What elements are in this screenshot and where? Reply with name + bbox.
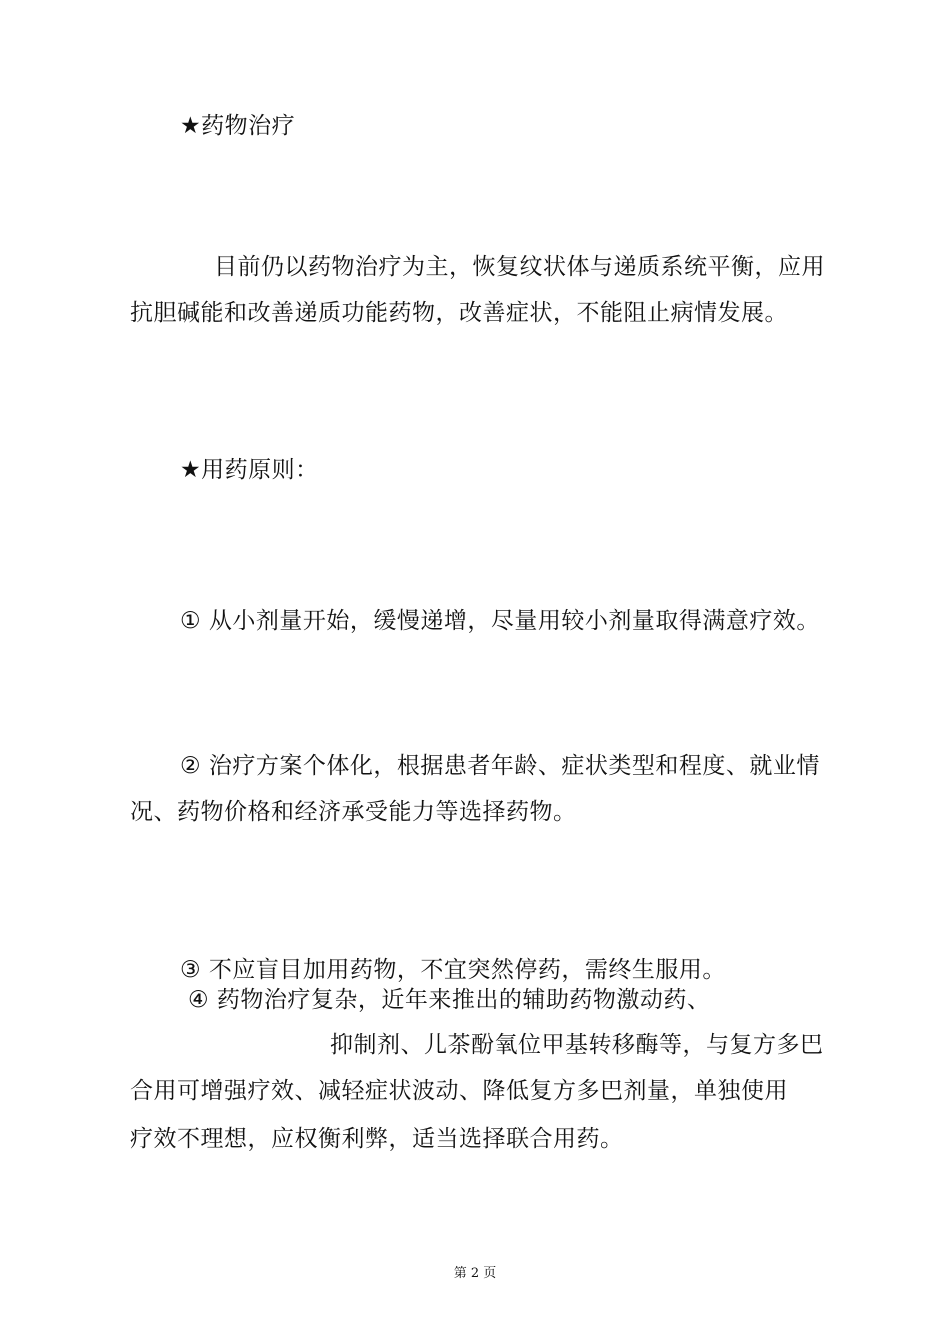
heading-drug-treatment: ★药物治疗 — [180, 113, 296, 139]
heading-medication-principles: ★用药原则： — [180, 457, 319, 483]
principle-item-4-line: 合用可增强疗效、减轻症状波动、降低复方多巴剂量，单独使用 — [130, 1078, 788, 1104]
principle-item-1: ① 从小剂量开始，缓慢递增，尽量用较小剂量取得满意疗效。 — [180, 608, 820, 634]
paragraph-line: 目前仍以药物治疗为主，恢复纹状体与递质系统平衡，应用 — [214, 254, 825, 280]
paragraph-line: 抗胆碱能和改善递质功能药物，改善症状，不能阻止病情发展。 — [130, 300, 788, 326]
principle-item-2-line: ② 治疗方案个体化，根据患者年龄、症状类型和程度、就业情 — [180, 753, 820, 779]
principle-item-2-line: 况、药物价格和经济承受能力等选择药物。 — [130, 799, 577, 825]
principle-item-4-line: 疗效不理想，应权衡利弊，适当选择联合用药。 — [130, 1126, 624, 1152]
principle-item-4-line: ④ 药物治疗复杂，近年来推出的辅助药物激动药、 — [188, 987, 711, 1013]
page-number: 第 2 页 — [453, 1266, 497, 1281]
principle-item-4-line: 抑制剂、儿茶酚氧位甲基转移酶等，与复方多巴 — [330, 1032, 824, 1058]
principle-item-3: ③ 不应盲目加用药物，不宜突然停药，需终生服用。 — [180, 957, 726, 983]
